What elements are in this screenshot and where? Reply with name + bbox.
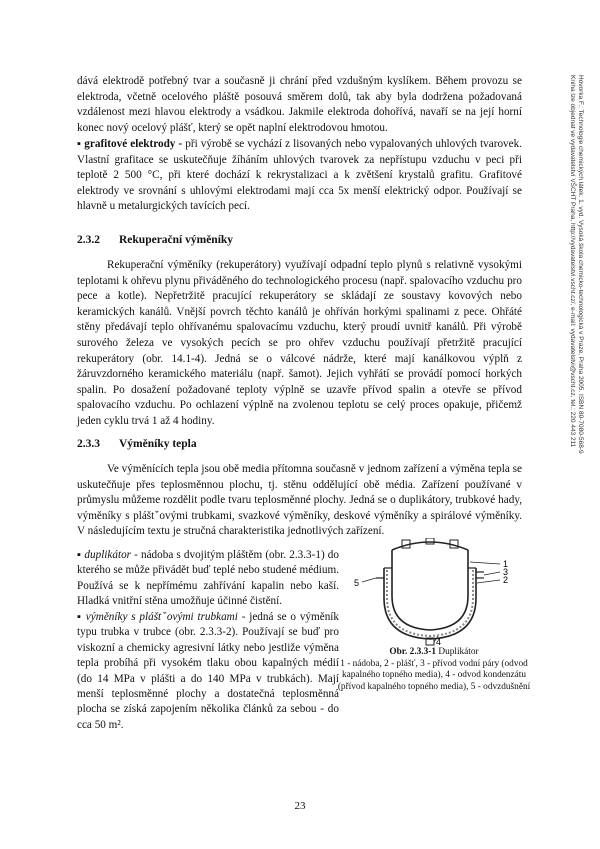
figure-label-1: 1 [503, 559, 509, 569]
page-number: 23 [294, 800, 306, 812]
figure-label-4: 4 [436, 637, 442, 646]
term-jacketed-tubes: ▪ výměníky s pláštˇovými trubkami [77, 611, 238, 623]
heading-title: Výměníky tepla [119, 438, 197, 450]
citation-line-2: Kniha lze objednat ve vydavatelství VŠCHT Praha, http://vydavatelstvi.vscht.cz/, e-mail: vydavatelstvi@vscht.cz, tel.: 220 443 211 [569, 75, 576, 448]
figure-label-3: 3 [503, 567, 509, 577]
paragraph-jacketed-tubes [77, 610, 339, 733]
paragraph-graphite-electrodes [77, 137, 522, 215]
heading-number: 2.3.3 [77, 438, 100, 450]
paragraph-electrode-intro: dává elektrodě potřebný tvar a současně ji chrání před vzdušným kyslíkem. Během provozu se elektroda, včetně ocelového pláště posouvá směrem dolů, tak aby byla dodržena požadovaná vzdálenost mezi hlavou elektrody a vsádkou. Jakmile elektroda dohořívá, navaří se na její horní konec nový ocelový plášť, který se opět naplní elektrodovou hmotou. [77, 75, 522, 134]
heading-2-3-3 [77, 438, 197, 450]
figure-label-5: 5 [354, 578, 360, 588]
side-citation [569, 75, 584, 765]
duplicator-text: - nádoba s dvojitým pláštěm (obr. 2.3.3-1) do kterého se může přivádět buď teplé nebo studené médium. Používá se k nepřímému zahřívání kapalin nebo kaší. Hladká vnitřní stěna umožňuje účinné čistění. [77, 549, 339, 608]
heading-2-3-2 [77, 234, 233, 246]
side-citation-text [568, 75, 584, 765]
graphite-electrodes-text: při výrobě se vychází z lisovaných nebo vypalovaných uhlových tvarovek. Vlastní grafitace se uskutečňuje žíháním uhlových tvarovek za nepřístupu vzduchu v peci při teplotě 2 500 °C, při které dochází k rekrystalizaci a k zvětšení krystalů grafitu. Grafitové elektrody ve srovnání s uhlovými elektrodami mají cca 5x menší elektrický odpor. Používají se hlavně u metalurgických tavících pecí. [77, 138, 523, 213]
figure-caption [334, 647, 534, 693]
figure-label-2: 2 [503, 575, 509, 585]
term-graphite-electrodes: ▪ grafitové elektrody - [77, 138, 183, 150]
citation-line-1: Hovorka F.: Technologie chemických látek. 1. vyd. Vysoká škola chemicko-technologická v Praze, Praha 2005. ISBN 80-7080-568-9 [577, 75, 584, 454]
duplicator-diagram [340, 538, 530, 646]
caption-text: 1 - nádoba, 2 - plášť, 3 - přívod vodní páry (odvod kapalného topného media), 4 - odvod kondenzátu (přívod kapalného topného media), 5 - odvzdušnění [337, 658, 531, 692]
heading-title: Rekuperační výměníky [119, 234, 234, 246]
caption-name: Duplikátor [438, 647, 479, 657]
paragraph-recuperators: Rekuperační výměníky (rekuperátory) využívají odpadní teplo plynů s relativně vysokými teplotami k ohřevu plynu přiváděného do technologického procesu (např. spalovacího vzduchu pro pece a kotle). Nepřetržitě pracující rekuperátory se skládají ze soustavy kovových nebo keramických kanálů. Vnější povrch těchto kanálů je ohříván horkými spalinami z pece. Ohřáté stěny předávají teplo ohřívanému spalovacímu vzduchu, který proudí uvnitř kanálů. Při výrobě surového železa ve vysokých pecích se pro ohřev vzduchu používají přetržitě pracující rekuperátory (obr. 14.1-4). Jedná se o válcové nádrže, které mají kanálkovou výplň z žáruvzdorného keramického materiálu (např. šamot). Jejich vyhřátí se provádí pomocí horkých spalin. Po dosažení požadované teploty výplně se uzavře přívod spalin a otevře se přívod spalovacího vzduchu. Po ochlazení výplně na zvolenou teplotu se celý proces opakuje, přičemž jeden cyklu trvá 1 až 4 hodiny. [77, 259, 522, 427]
heading-number: 2.3.2 [77, 234, 100, 246]
jacketed-tubes-text: - jedná se o výměník typu trubka v trubce (obr. 2.3.3-2). Používají se buď pro viskozní a chemicky agresivní látky nebo jestliže výměna tepla probíhá při vysokém tlaku obou kapalných médií (do 14 MPa v plášti a do 140 MPa v trubkách). Mají menší teplosměnné plochy a dostatečná teplosměnná plocha se získá zapojením několika článků za sebou - do cca 50 m². [77, 611, 339, 731]
caption-title: Obr. 2.3.3-1 [389, 647, 437, 657]
paragraph-duplicator [77, 548, 339, 610]
duplicator-figure [340, 538, 530, 646]
paragraph-heat-exchangers: Ve výměnících tepla jsou obě media přítomna současně v jednom zařízení a výměna tepla se uskutečňuje přes teplosměnnou plochu, tj. stěnu oddělující obě média. Zařízení používané v průmyslu můžeme rozdělit podle tvaru teplosměnné plochy. Jedná se o duplikátory, trubkové hady, výměníky s pláštˇovými trubkami, svazkové výměníky, deskové výměníky a spirálové výměníky. V následujícím textu je stručná charakteristika jednotlivých zařízení. [77, 463, 522, 538]
term-duplicator: ▪ duplikátor [77, 549, 132, 561]
